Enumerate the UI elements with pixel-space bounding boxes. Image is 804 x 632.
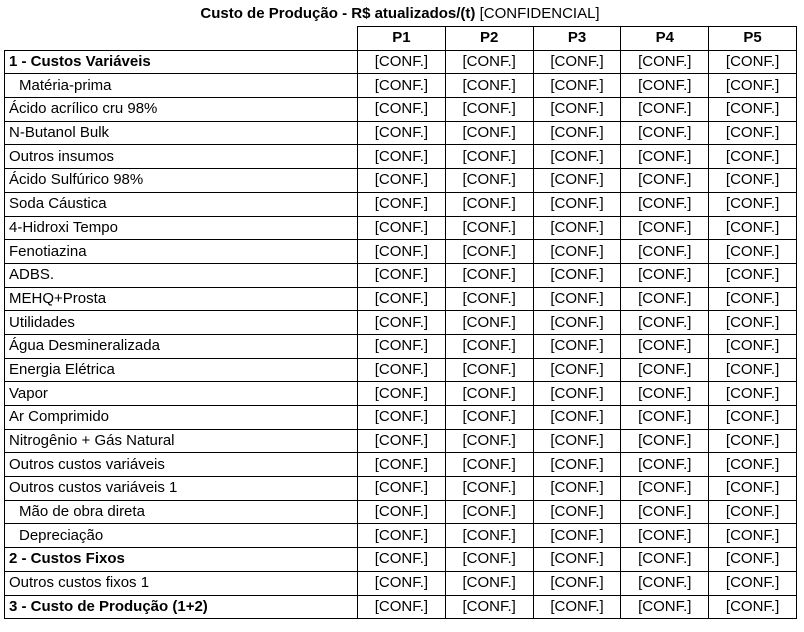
value-cell: [CONF.] <box>358 287 446 311</box>
value-cell: [CONF.] <box>445 169 533 193</box>
value-cell: [CONF.] <box>445 500 533 524</box>
table-row <box>5 571 797 595</box>
value-cell: [CONF.] <box>533 548 621 572</box>
row-label: Outros insumos <box>5 145 358 169</box>
value-cell: [CONF.] <box>533 216 621 240</box>
value-cell: [CONF.] <box>709 216 797 240</box>
value-cell: [CONF.] <box>533 121 621 145</box>
row-label: Ácido acrílico cru 98% <box>5 98 358 122</box>
value-cell: [CONF.] <box>709 169 797 193</box>
value-cell: [CONF.] <box>533 287 621 311</box>
row-label: Nitrogênio + Gás Natural <box>5 429 358 453</box>
value-cell: [CONF.] <box>358 121 446 145</box>
value-cell: [CONF.] <box>445 453 533 477</box>
value-cell: [CONF.] <box>709 50 797 74</box>
value-cell: [CONF.] <box>533 74 621 98</box>
value-cell: [CONF.] <box>358 169 446 193</box>
value-cell: [CONF.] <box>709 477 797 501</box>
value-cell: [CONF.] <box>445 406 533 430</box>
row-label: ADBS. <box>5 263 358 287</box>
value-cell: [CONF.] <box>358 358 446 382</box>
value-cell: [CONF.] <box>621 169 709 193</box>
value-cell: [CONF.] <box>533 169 621 193</box>
value-cell: [CONF.] <box>709 358 797 382</box>
table-row <box>5 287 797 311</box>
value-cell: [CONF.] <box>621 477 709 501</box>
value-cell: [CONF.] <box>358 477 446 501</box>
value-cell: [CONF.] <box>709 406 797 430</box>
cost-table <box>4 26 797 619</box>
table-row <box>5 595 797 619</box>
table-title-main: Custo de Produção - R$ atualizados/(t) <box>200 5 476 22</box>
value-cell: [CONF.] <box>358 548 446 572</box>
table-row <box>5 311 797 335</box>
value-cell: [CONF.] <box>709 571 797 595</box>
value-cell: [CONF.] <box>709 453 797 477</box>
column-header: P1 <box>358 27 446 51</box>
row-label: Outros custos variáveis 1 <box>5 477 358 501</box>
value-cell: [CONF.] <box>358 74 446 98</box>
value-cell: [CONF.] <box>533 145 621 169</box>
value-cell: [CONF.] <box>358 334 446 358</box>
table-title-confidential: [CONFIDENCIAL] <box>475 5 600 22</box>
table-row <box>5 50 797 74</box>
table-row <box>5 382 797 406</box>
value-cell: [CONF.] <box>621 500 709 524</box>
value-cell: [CONF.] <box>709 74 797 98</box>
value-cell: [CONF.] <box>445 192 533 216</box>
table-row <box>5 548 797 572</box>
value-cell: [CONF.] <box>709 192 797 216</box>
table-row <box>5 240 797 264</box>
value-cell: [CONF.] <box>709 548 797 572</box>
column-header: P4 <box>621 27 709 51</box>
table-row <box>5 334 797 358</box>
column-header: P2 <box>445 27 533 51</box>
value-cell: [CONF.] <box>533 406 621 430</box>
value-cell: [CONF.] <box>533 382 621 406</box>
value-cell: [CONF.] <box>621 311 709 335</box>
value-cell: [CONF.] <box>533 50 621 74</box>
value-cell: [CONF.] <box>533 98 621 122</box>
value-cell: [CONF.] <box>358 50 446 74</box>
table-row <box>5 74 797 98</box>
value-cell: [CONF.] <box>358 145 446 169</box>
value-cell: [CONF.] <box>533 334 621 358</box>
row-label: MEHQ+Prosta <box>5 287 358 311</box>
value-cell: [CONF.] <box>621 240 709 264</box>
row-label: Outros custos variáveis <box>5 453 358 477</box>
value-cell: [CONF.] <box>445 287 533 311</box>
value-cell: [CONF.] <box>533 477 621 501</box>
value-cell: [CONF.] <box>445 311 533 335</box>
value-cell: [CONF.] <box>445 429 533 453</box>
value-cell: [CONF.] <box>445 358 533 382</box>
value-cell: [CONF.] <box>358 192 446 216</box>
value-cell: [CONF.] <box>533 571 621 595</box>
value-cell: [CONF.] <box>358 311 446 335</box>
value-cell: [CONF.] <box>709 429 797 453</box>
value-cell: [CONF.] <box>445 595 533 619</box>
header-blank-cell <box>5 27 358 51</box>
row-label: Vapor <box>5 382 358 406</box>
table-row <box>5 145 797 169</box>
value-cell: [CONF.] <box>621 145 709 169</box>
value-cell: [CONF.] <box>533 311 621 335</box>
value-cell: [CONF.] <box>445 240 533 264</box>
table-row <box>5 192 797 216</box>
value-cell: [CONF.] <box>709 311 797 335</box>
row-label: 4-Hidroxi Tempo <box>5 216 358 240</box>
value-cell: [CONF.] <box>358 500 446 524</box>
value-cell: [CONF.] <box>621 571 709 595</box>
value-cell: [CONF.] <box>621 192 709 216</box>
table-row <box>5 406 797 430</box>
value-cell: [CONF.] <box>709 121 797 145</box>
value-cell: [CONF.] <box>621 358 709 382</box>
value-cell: [CONF.] <box>533 263 621 287</box>
value-cell: [CONF.] <box>621 121 709 145</box>
value-cell: [CONF.] <box>533 500 621 524</box>
value-cell: [CONF.] <box>445 477 533 501</box>
value-cell: [CONF.] <box>621 334 709 358</box>
value-cell: [CONF.] <box>621 74 709 98</box>
row-label: 2 - Custos Fixos <box>5 548 358 572</box>
table-body <box>5 50 797 619</box>
value-cell: [CONF.] <box>533 240 621 264</box>
table-row <box>5 263 797 287</box>
row-label: Energia Elétrica <box>5 358 358 382</box>
value-cell: [CONF.] <box>445 334 533 358</box>
value-cell: [CONF.] <box>445 74 533 98</box>
value-cell: [CONF.] <box>709 500 797 524</box>
value-cell: [CONF.] <box>709 98 797 122</box>
value-cell: [CONF.] <box>709 240 797 264</box>
value-cell: [CONF.] <box>709 263 797 287</box>
table-row <box>5 500 797 524</box>
value-cell: [CONF.] <box>621 524 709 548</box>
row-label: Utilidades <box>5 311 358 335</box>
value-cell: [CONF.] <box>358 453 446 477</box>
value-cell: [CONF.] <box>621 406 709 430</box>
value-cell: [CONF.] <box>358 240 446 264</box>
value-cell: [CONF.] <box>445 263 533 287</box>
value-cell: [CONF.] <box>358 406 446 430</box>
value-cell: [CONF.] <box>533 358 621 382</box>
table-row <box>5 429 797 453</box>
value-cell: [CONF.] <box>358 595 446 619</box>
value-cell: [CONF.] <box>358 429 446 453</box>
value-cell: [CONF.] <box>709 334 797 358</box>
value-cell: [CONF.] <box>709 524 797 548</box>
value-cell: [CONF.] <box>621 263 709 287</box>
value-cell: [CONF.] <box>621 548 709 572</box>
value-cell: [CONF.] <box>533 595 621 619</box>
value-cell: [CONF.] <box>533 524 621 548</box>
value-cell: [CONF.] <box>621 382 709 406</box>
table-row <box>5 358 797 382</box>
value-cell: [CONF.] <box>445 524 533 548</box>
value-cell: [CONF.] <box>621 50 709 74</box>
value-cell: [CONF.] <box>445 216 533 240</box>
value-cell: [CONF.] <box>533 429 621 453</box>
table-row <box>5 169 797 193</box>
table-row <box>5 216 797 240</box>
value-cell: [CONF.] <box>445 98 533 122</box>
value-cell: [CONF.] <box>709 595 797 619</box>
value-cell: [CONF.] <box>445 548 533 572</box>
value-cell: [CONF.] <box>445 571 533 595</box>
value-cell: [CONF.] <box>621 216 709 240</box>
value-cell: [CONF.] <box>621 98 709 122</box>
row-label: Soda Cáustica <box>5 192 358 216</box>
cost-table-container <box>4 2 796 619</box>
table-row <box>5 121 797 145</box>
value-cell: [CONF.] <box>709 145 797 169</box>
row-label: Fenotiazina <box>5 240 358 264</box>
table-title <box>4 2 796 26</box>
row-label: 3 - Custo de Produção (1+2) <box>5 595 358 619</box>
table-row <box>5 453 797 477</box>
row-label: 1 - Custos Variáveis <box>5 50 358 74</box>
table-row <box>5 524 797 548</box>
value-cell: [CONF.] <box>621 453 709 477</box>
table-row <box>5 98 797 122</box>
row-label: Outros custos fixos 1 <box>5 571 358 595</box>
row-label: N-Butanol Bulk <box>5 121 358 145</box>
value-cell: [CONF.] <box>533 453 621 477</box>
row-label: Ácido Sulfúrico 98% <box>5 169 358 193</box>
column-header: P3 <box>533 27 621 51</box>
value-cell: [CONF.] <box>445 50 533 74</box>
value-cell: [CONF.] <box>358 98 446 122</box>
value-cell: [CONF.] <box>709 287 797 311</box>
value-cell: [CONF.] <box>445 121 533 145</box>
value-cell: [CONF.] <box>709 382 797 406</box>
value-cell: [CONF.] <box>358 571 446 595</box>
value-cell: [CONF.] <box>358 382 446 406</box>
value-cell: [CONF.] <box>533 192 621 216</box>
row-label: Mão de obra direta <box>5 500 358 524</box>
row-label: Depreciação <box>5 524 358 548</box>
value-cell: [CONF.] <box>358 524 446 548</box>
row-label: Matéria-prima <box>5 74 358 98</box>
column-header: P5 <box>709 27 797 51</box>
row-label: Ar Comprimido <box>5 406 358 430</box>
table-row <box>5 477 797 501</box>
value-cell: [CONF.] <box>445 382 533 406</box>
row-label: Água Desmineralizada <box>5 334 358 358</box>
value-cell: [CONF.] <box>621 595 709 619</box>
value-cell: [CONF.] <box>358 216 446 240</box>
value-cell: [CONF.] <box>358 263 446 287</box>
value-cell: [CONF.] <box>621 429 709 453</box>
value-cell: [CONF.] <box>445 145 533 169</box>
value-cell: [CONF.] <box>621 287 709 311</box>
header-row <box>5 27 797 51</box>
